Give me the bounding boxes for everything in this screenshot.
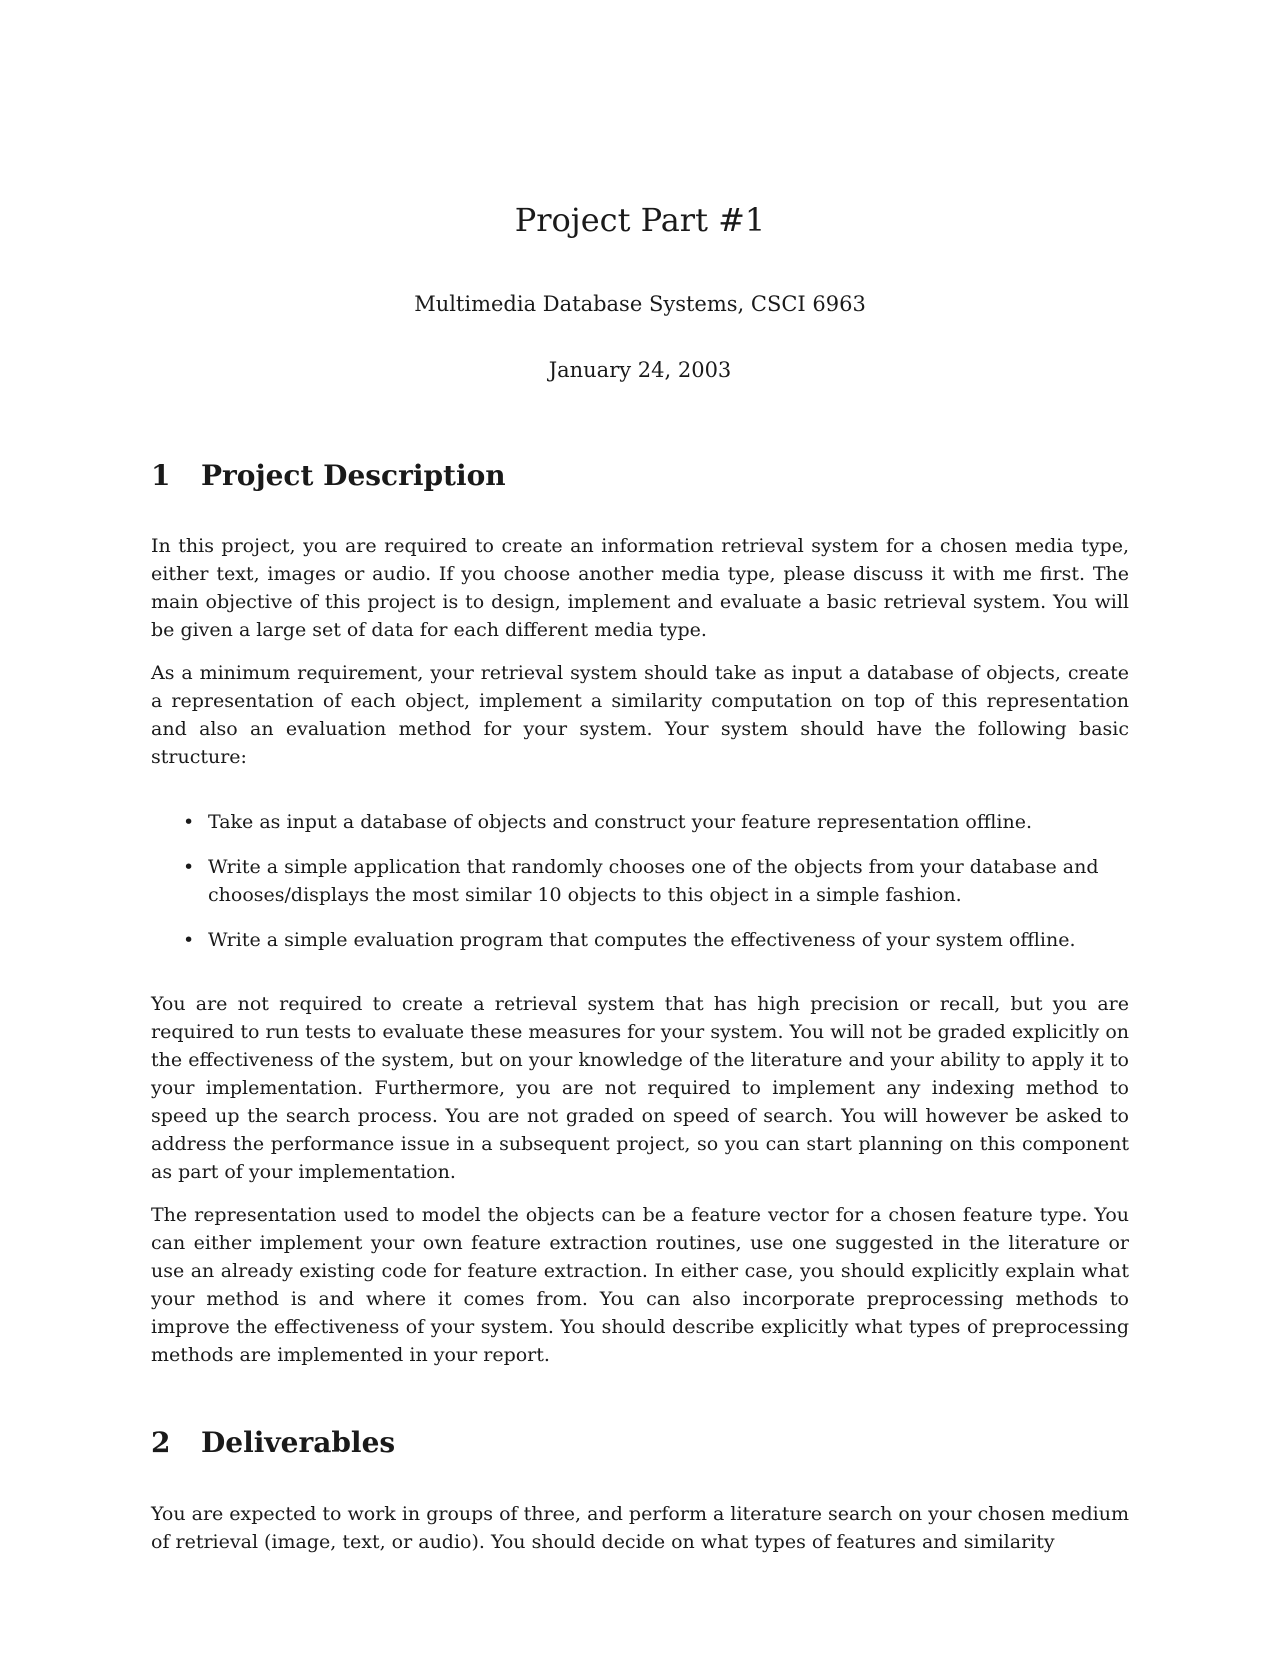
paragraph: As a minimum requirement, your retrieval system should take as input a database of objects, create a representation of each object, implement a similarity computation on top of this representation and also an evaluation method for your system. Your system should have the following basic structure: [151, 662, 1129, 768]
bullet-icon: • [183, 929, 195, 951]
paragraph: The representation used to model the objects can be a feature vector for a chosen feature type. You can either implement your own feature extraction routines, use one suggested in the literature or use an already existing code for feature extraction. In either case, you should explicitly explain what your method is and where it comes from. You can also incorporate preprocessing methods to improve the effectiveness of your system. You should describe explicitly what types of preprocessing methods are implemented in your report. [151, 1204, 1129, 1366]
paragraph: You are not required to create a retrieval system that has high precision or recall, but you are required to run tests to evaluate these measures for your system. You will not be graded explicitly on the effectiveness of the system, but on your knowledge of the literature and your ability to apply it to your implementation. Furthermore, you are not required to implement any indexing method to speed up the search process. You are not graded on speed of search. You will however be asked to address the performance issue in a subsequent project, so you can start planning on this component as part of your implementation. [151, 993, 1129, 1183]
section-number: 2 [151, 1426, 171, 1459]
section-heading-project-description [151, 459, 506, 493]
paragraph: You are expected to work in groups of three, and perform a literature search on your chosen medium of retrieval (image, text, or audio). You should decide on what types of features and similarity [151, 1503, 1129, 1553]
section-title: Deliverables [201, 1426, 396, 1459]
list-item [183, 853, 1129, 909]
section-heading-deliverables [151, 1426, 395, 1460]
list-item [183, 926, 1129, 954]
list-item-text: Write a simple application that randomly chooses one of the objects from your database and chooses/displays the most similar 10 objects to this object in a simple fashion. [208, 856, 1099, 906]
bullet-icon: • [183, 811, 195, 833]
course-name: Multimedia Database Systems, CSCI 6963 [414, 292, 866, 316]
structure-list [183, 808, 1129, 971]
list-item [183, 808, 1129, 836]
list-item-text: Write a simple evaluation program that computes the effectiveness of your system offline. [208, 929, 1076, 951]
list-item-text: Take as input a database of objects and construct your feature representation offline. [208, 811, 1033, 833]
document-date: January 24, 2003 [548, 358, 732, 382]
paragraph: In this project, you are required to create an information retrieval system for a chosen media type, either text, images or audio. If you choose another media type, please discuss it with me first. The main objective of this project is to design, implement and evaluate a basic retrieval system. You will be given a large set of data for each different media type. [151, 535, 1129, 641]
section-number: 1 [151, 459, 171, 492]
bullet-icon: • [183, 856, 195, 878]
section-1-intro [151, 532, 1129, 786]
section-2-body [151, 1500, 1129, 1571]
section-1-details [151, 990, 1129, 1384]
section-title: Project Description [201, 459, 506, 492]
document-title: Project Part #1 [514, 201, 766, 239]
